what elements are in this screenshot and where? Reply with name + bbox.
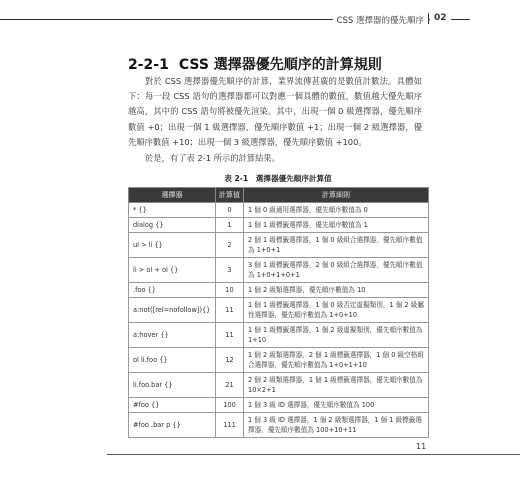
cell-detail: 1 個 3 級 ID 選擇器，優先順序數值為 100	[244, 398, 429, 413]
table-row	[129, 413, 429, 438]
cell-selector: ol li.foo {}	[129, 348, 216, 373]
cell-detail: 3 個 1 級標籤選擇器，2 個 0 級組合選擇器，優先順序數值為 1+0+1+0+1	[244, 258, 429, 283]
cell-value: 10	[216, 283, 244, 298]
cell-detail: 1 個 2 級類選擇器，2 個 1 級標籤選擇器，1 個 0 級空格組合選擇器，優先順序數值為 1+0+1+10	[244, 348, 429, 373]
table-row	[129, 298, 429, 323]
cell-selector: ul > li {}	[129, 233, 216, 258]
cell-value: 111	[216, 413, 244, 438]
cell-detail: 1 個 1 級標籤選擇器，1 個 0 級否定虛擬類別，1 個 2 級屬性選擇器，優先順序數值為 1+0+10	[244, 298, 429, 323]
cell-value: 11	[216, 323, 244, 348]
table-row	[129, 398, 429, 413]
table-row	[129, 323, 429, 348]
running-title: CSS 選擇器的優先順序	[333, 14, 428, 26]
table-row	[129, 218, 429, 233]
table-caption: 表 2-1 選擇器優先順序計算值	[224, 174, 332, 183]
header-selector: 選擇器	[129, 188, 216, 203]
table-row	[129, 233, 429, 258]
cell-value: 2	[216, 233, 244, 258]
cell-selector: li > ol + ol {}	[129, 258, 216, 283]
cell-selector: .foo {}	[129, 283, 216, 298]
cell-value: 11	[216, 298, 244, 323]
table-row	[129, 203, 429, 218]
section-title: CSS 選擇器優先順序的計算規則	[178, 57, 382, 73]
cell-selector: a:hover {}	[129, 323, 216, 348]
table-row	[129, 283, 429, 298]
table-row	[129, 373, 429, 398]
cell-detail: 1 個 0 級通用選擇器，優先順序數值為 0	[244, 203, 429, 218]
paragraph-table-ref: 於是，有了表 2-1 所示的計算結果。	[145, 153, 280, 163]
section-heading	[128, 54, 382, 74]
paragraph-intro: 對於 CSS 選擇器優先順序的計算，業界流傳甚廣的是數值計數法。具體如下：每一段 CSS 語句的選擇器都可以對應一個具體的數值，數值越大優先順序越高，其中的 CSS 語句將被優先渲染。其中，出現一個 0 級選擇器，優先順序數值 +0；出現一個 1 級選擇器，優先順序數值 +1；出現一個 2 級選擇器，優先順序數值 +10；出現一個 3 級選擇器，優先順序數值 +100。	[128, 76, 422, 147]
cell-detail: 1 個 1 級標籤選擇器，優先順序數值為 1	[244, 218, 429, 233]
cell-value: 100	[216, 398, 244, 413]
cell-detail: 2 個 2 級類選擇器，1 個 1 級標籤選擇器，優先順序數值為 10×2+1	[244, 373, 429, 398]
cell-value: 1	[216, 218, 244, 233]
chapter-number: 02	[430, 13, 451, 23]
cell-selector: dialog {}	[129, 218, 216, 233]
cell-selector: a:not([rel=nofollow]){}	[129, 298, 216, 323]
cell-value: 12	[216, 348, 244, 373]
cell-value: 21	[216, 373, 244, 398]
footer-rule	[107, 454, 520, 455]
cell-selector: li.foo.bar {}	[129, 373, 216, 398]
specificity-table	[128, 187, 429, 438]
cell-selector: #foo {}	[129, 398, 216, 413]
table-body	[129, 203, 429, 438]
header-detail: 計算細則	[244, 188, 429, 203]
page-number: 11	[416, 442, 427, 451]
cell-detail: 1 個 2 級類選擇器，優先順序數值為 10	[244, 283, 429, 298]
section-number: 2-2-1	[128, 57, 169, 73]
table-header-row	[129, 188, 429, 203]
cell-detail: 1 個 3 級 ID 選擇器，1 個 2 級類選擇器，1 個 1 級標籤選擇器，優先順序數值為 100+10+11	[244, 413, 429, 438]
cell-selector: #foo .bar p {}	[129, 413, 216, 438]
cell-value: 0	[216, 203, 244, 218]
cell-detail: 2 個 1 級標籤選擇器，1 個 0 級組合選擇器，優先順序數值為 1+0+1	[244, 233, 429, 258]
cell-detail: 1 個 1 級標籤選擇器，1 個 2 級虛擬類別，優先順序數值為 1+10	[244, 323, 429, 348]
table-row	[129, 258, 429, 283]
cell-value: 3	[216, 258, 244, 283]
header-value: 計算值	[216, 188, 244, 203]
table-row	[129, 348, 429, 373]
cell-selector: * {}	[129, 203, 216, 218]
